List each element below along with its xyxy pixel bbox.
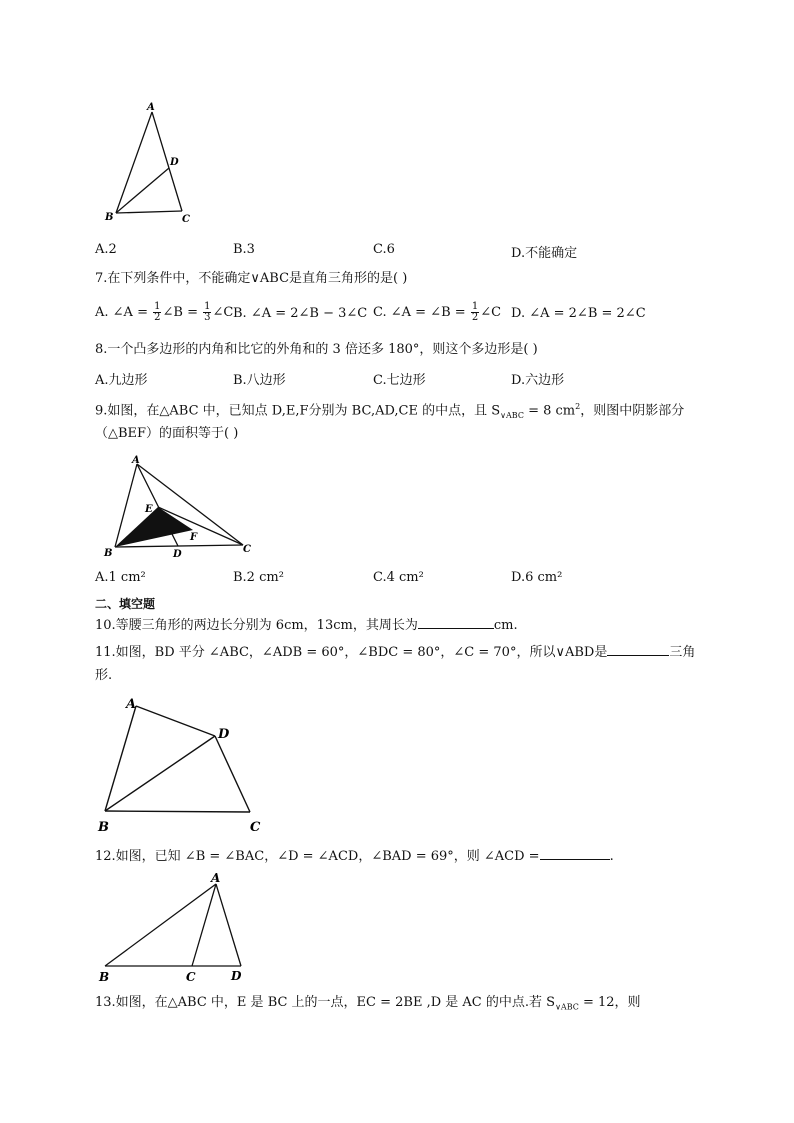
q9-option-a: A.1 cm² xyxy=(95,570,146,585)
fig12-label-A: A xyxy=(211,871,221,885)
fig6-label-B: B xyxy=(105,212,114,223)
q10-stem: 10.等腰三角形的两边长分别为 6cm，13cm，其周长为 cm. xyxy=(95,615,518,635)
fig9-label-E: E xyxy=(145,504,153,515)
q7-option-c: C. ∠A = ∠B = $\frac{1}{2}$ ∠C xyxy=(373,301,502,323)
q13-stem: 13.如图，在△ABC 中，E 是 BC 上的一点，EC = 2BE ,D 是 AC 的中点.若 $S_{\vee ABC} = 12$，则 xyxy=(95,995,641,1012)
fig12-label-C: C xyxy=(186,970,196,984)
q8-option-b: B.八边形 xyxy=(233,373,286,388)
q9-option-c: C.4 cm² xyxy=(373,570,424,585)
figure-q9-triangle xyxy=(100,452,270,562)
q11-stem-line2: 形. xyxy=(95,668,113,683)
section-fill-in-title: 二、填空题 xyxy=(95,597,156,611)
fig11-label-A: A xyxy=(126,697,137,712)
q6-option-b: B.3 xyxy=(233,242,255,257)
q12-answer-blank[interactable] xyxy=(540,846,610,860)
fig9-label-A: A xyxy=(132,455,140,466)
figure-q6-triangle xyxy=(100,98,200,228)
q6-option-d: D.不能确定 xyxy=(511,246,578,261)
q6-option-c: C.6 xyxy=(373,242,395,257)
q11-stem: 11.如图，BD 平分 ∠ABC，∠ADB = 60°，∠BDC = 80°，∠C = 70°，所以∨ABD是 三角 xyxy=(95,642,695,662)
fig11-label-C: C xyxy=(250,820,261,835)
q6-option-a: A.2 xyxy=(95,242,117,257)
q8-option-c: C.七边形 xyxy=(373,373,426,388)
fig12-label-B: B xyxy=(99,970,110,984)
fig11-label-D: D xyxy=(218,727,230,742)
q8-option-a: A.九边形 xyxy=(95,373,148,388)
q10-answer-blank[interactable] xyxy=(418,615,494,629)
q7-option-d: D. ∠A = 2∠B = 2∠C xyxy=(511,306,646,321)
q9-option-b: B.2 cm² xyxy=(233,570,284,585)
q9-stem-line2: （△BEF）的面积等于( ) xyxy=(95,426,239,441)
fig9-label-C: C xyxy=(243,544,251,555)
q11-answer-blank[interactable] xyxy=(607,642,669,656)
figure-q11-quadrilateral xyxy=(92,692,272,837)
fig6-label-D: D xyxy=(170,157,179,168)
q7-stem: 7.在下列条件中，不能确定∨ABC是直角三角形的是( ) xyxy=(95,271,408,286)
fig11-label-B: B xyxy=(98,820,109,835)
q8-stem: 8.一个凸多边形的内角和比它的外角和的 3 倍还多 180°，则这个多边形是( ) xyxy=(95,342,538,357)
fig12-label-D: D xyxy=(231,969,242,983)
q12-stem: 12.如图，已知 ∠B = ∠BAC，∠D = ∠ACD，∠BAD = 69°，则 ∠ACD = . xyxy=(95,846,614,866)
fig6-label-A: A xyxy=(147,102,155,113)
fig9-label-D: D xyxy=(173,549,182,560)
fig9-label-B: B xyxy=(104,548,113,559)
fig6-label-C: C xyxy=(182,214,190,225)
fig9-label-F: F xyxy=(190,532,198,543)
q7-option-b: B. ∠A = 2∠B − 3∠C xyxy=(233,306,368,321)
q7-option-a: A. ∠A = $\frac{1}{2}$ ∠B = $\frac{1}{3}$ ∠C xyxy=(95,301,234,323)
q9-option-d: D.6 cm² xyxy=(511,570,563,585)
q9-stem: 9.如图，在△ABC 中，已知点 D,E,F分别为 BC,AD,CE 的中点，且 $S_{\vee ABC} = 8$ $cm^2$，则图中阴影部分 xyxy=(95,402,685,420)
q8-option-d: D.六边形 xyxy=(511,373,565,388)
figure-q12-triangle xyxy=(95,868,255,986)
